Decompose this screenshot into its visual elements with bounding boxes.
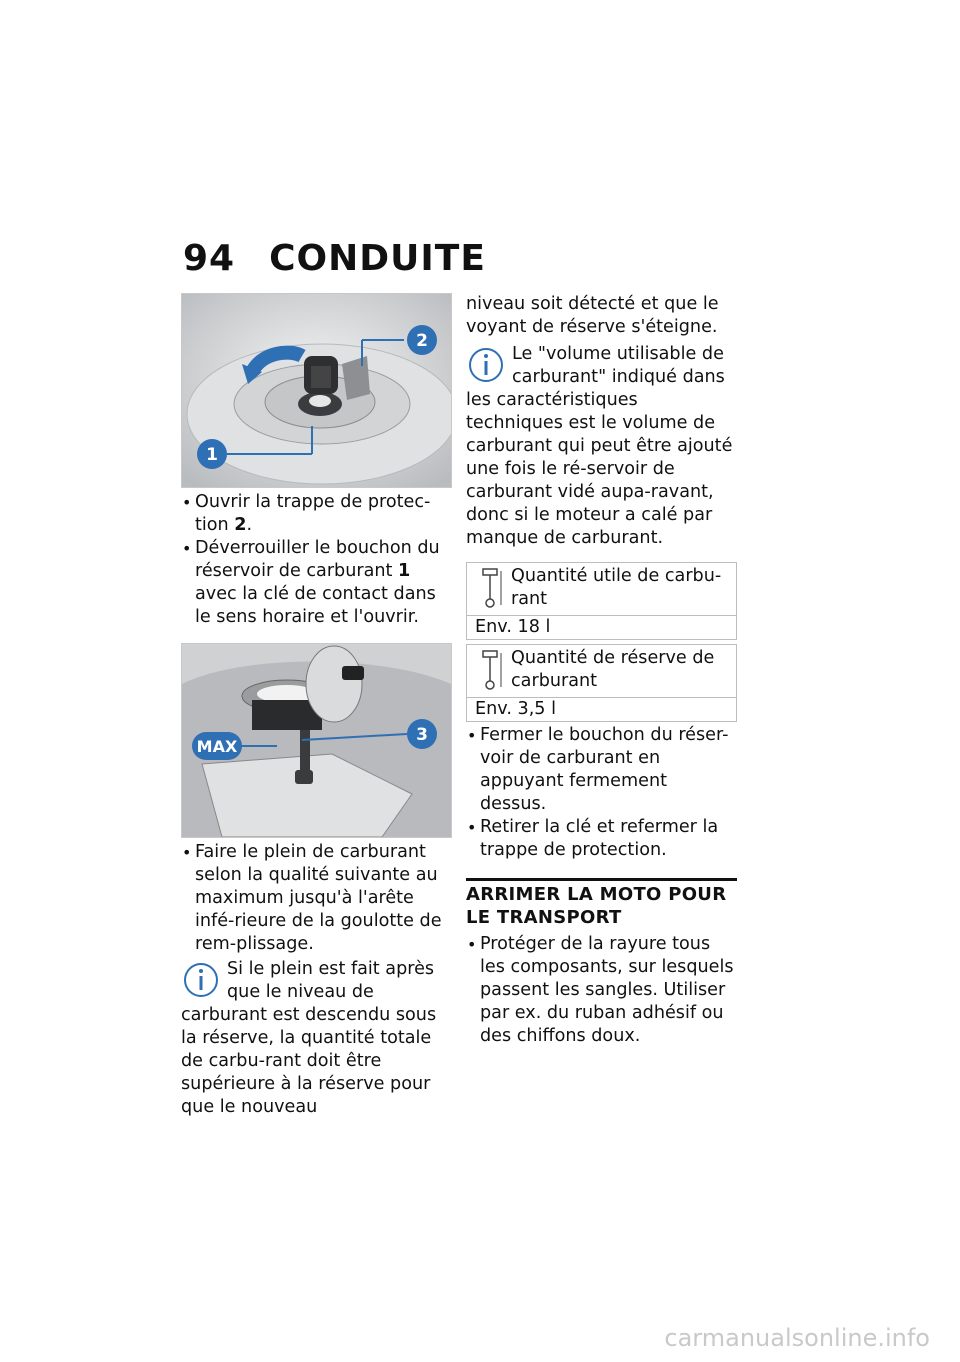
list-item: • Faire le plein de carburant selon la qualité suivante au maximum jusqu'à l'arête infé-rieure de la goulotte de rem-plissage. (181, 841, 452, 956)
info-icon (466, 343, 506, 389)
fuel-gauge-icon (471, 647, 511, 693)
spec-label: Quantité utile de carbu-rant (511, 566, 722, 609)
spec-value: Env. 3,5 l (467, 697, 736, 721)
spec-label: Quantité de réserve de carburant (511, 648, 715, 691)
note-usable-volume: Le "volume utilisable de carburant" indiqué dans les caractéristiques techniques est le volume de carburant qui peut être ajouté une fois le ré-servoir de carburant vidé aupa-ravant, donc si le moteur a calé par manque de carburant. (466, 344, 733, 548)
left-column (181, 293, 452, 1119)
spec-usable-fuel (466, 562, 737, 640)
list-item: • Fermer le bouchon du réser-voir de carburant en appuyant fermement dessus. (466, 724, 737, 816)
page-title: CONDUITE (269, 238, 486, 279)
spec-reserve-fuel (466, 644, 737, 722)
steps-transport (466, 933, 737, 1048)
page-header (183, 238, 486, 279)
watermark: carmanualsonline.info (664, 1324, 930, 1352)
callout-3: 3 (416, 725, 428, 745)
callout-2: 2 (416, 331, 428, 351)
fuel-gauge-icon (471, 565, 511, 611)
steps-fill (181, 841, 452, 956)
section-title: ARRIMER LA MOTO POUR LE TRANSPORT (466, 878, 737, 929)
right-column (466, 293, 737, 1048)
fuel-cap-illustration (182, 294, 451, 487)
list-item: • Retirer la clé et refermer la trappe de protection. (466, 816, 737, 862)
info-icon (181, 958, 221, 1004)
steps-open (181, 491, 452, 629)
max-label: MAX (196, 737, 238, 756)
list-item: • Ouvrir la trappe de protec-tion 2. (181, 491, 452, 537)
filler-neck-illustration (182, 644, 451, 837)
list-item: • Déverrouiller le bouchon du réservoir de carburant 1 avec la clé de contact dans le sens horaire et l'ouvrir. (181, 537, 452, 629)
callout-1: 1 (206, 445, 218, 465)
fuel-cap-figure (181, 293, 452, 488)
steps-close (466, 724, 737, 862)
note-reserve-continued: niveau soit détecté et que le voyant de réserve s'éteigne. (466, 294, 719, 337)
filler-neck-figure (181, 643, 452, 838)
note-reserve: Si le plein est fait après que le niveau de carburant est descendu sous la réserve, la quantité totale de carbu-rant doit être supérieure à la réserve pour que le nouveau (181, 959, 437, 1117)
page-number: 94 (183, 238, 236, 279)
list-item: • Protéger de la rayure tous les composants, sur lesquels passent les sangles. Utiliser par ex. du ruban adhésif ou des chiffons doux. (466, 933, 737, 1048)
spec-value: Env. 18 l (467, 615, 736, 639)
